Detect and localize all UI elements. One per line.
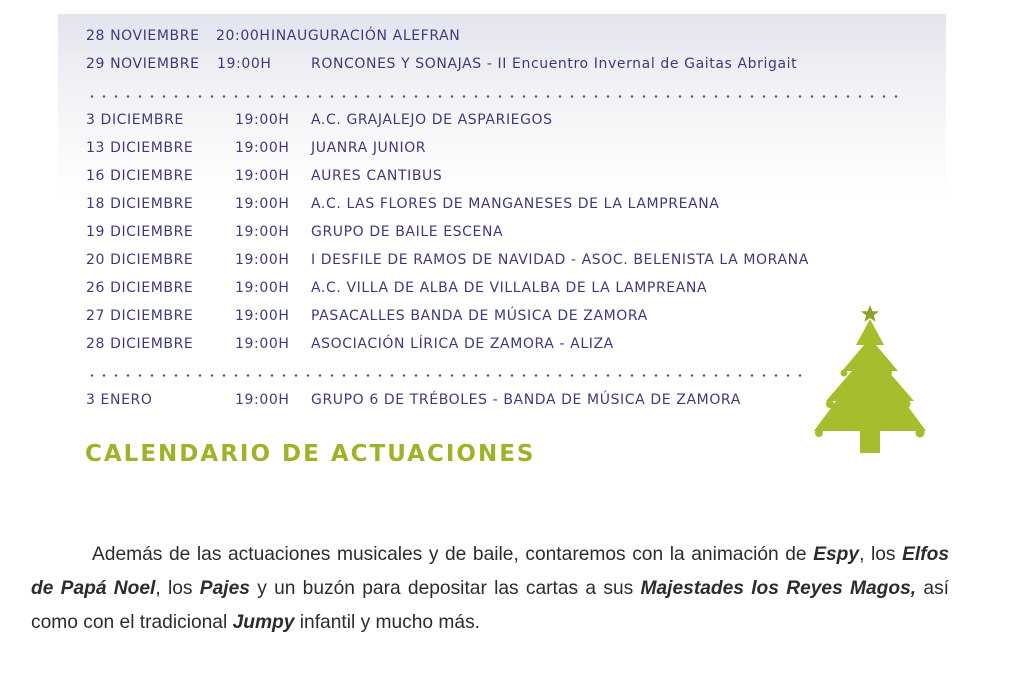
paragraph-text: infantil y mucho más. — [294, 612, 480, 634]
row-time: 19:00H — [235, 308, 290, 324]
highlight-elfos: Elfos de Papá Noel — [31, 544, 949, 600]
row-act: AURES CANTIBUS — [311, 168, 443, 184]
row-date: 27 DICIEMBRE — [86, 308, 194, 324]
paragraph-text: y un buzón para depositar las cartas a sus — [249, 578, 641, 600]
row-date: 18 DICIEMBRE — [86, 196, 194, 212]
section-title: CALENDARIO DE ACTUACIONES — [85, 441, 536, 467]
row-time: 19:00H — [217, 56, 272, 72]
dotted-divider — [86, 95, 902, 98]
row-act: ASOCIACIÓN LÍRICA DE ZAMORA - ALIZA — [311, 336, 614, 352]
row-act: GRUPO 6 DE TRÉBOLES - BANDA DE MÚSICA DE ZAMORA — [311, 392, 741, 408]
highlight-reyes-magos: Majestades los Reyes Magos, — [640, 578, 917, 600]
row-time: 19:00H — [235, 112, 290, 128]
christmas-tree-icon — [810, 303, 930, 465]
highlight-pajes: Pajes — [199, 578, 250, 600]
row-date: 19 DICIEMBRE — [86, 224, 194, 240]
row-date: 13 DICIEMBRE — [86, 140, 194, 156]
row-act: RONCONES Y SONAJAS - II Encuentro Invernal de Gaitas Abrigait — [311, 56, 798, 72]
row-time: 19:00H — [235, 280, 290, 296]
row-time: 19:00H — [235, 196, 290, 212]
paragraph-text: Además de las actuaciones musicales y de baile, contaremos con la animación de — [92, 544, 814, 566]
row-date: 29 NOVIEMBRE — [86, 56, 200, 72]
row-time: 19:00H — [235, 252, 290, 268]
row-date: 20 DICIEMBRE — [86, 252, 194, 268]
paragraph-text: , los — [859, 544, 903, 566]
row-act: A.C. GRAJALEJO DE ASPARIEGOS — [311, 112, 553, 128]
row-date: 28 DICIEMBRE — [86, 336, 194, 352]
row-date: 26 DICIEMBRE — [86, 280, 194, 296]
row-date: 16 DICIEMBRE — [86, 168, 194, 184]
row-act: GRUPO DE BAILE ESCENA — [311, 224, 504, 240]
row-date: 3 ENERO — [86, 392, 153, 408]
row-act: JUANRA JUNIOR — [311, 140, 427, 156]
row-date: 28 NOVIEMBRE — [86, 28, 200, 44]
highlight-espy: Espy — [813, 544, 860, 566]
row-time: 19:00H — [235, 140, 290, 156]
row-time: 20:00H — [216, 28, 271, 44]
row-time: 19:00H — [235, 168, 290, 184]
description-paragraph — [31, 538, 949, 640]
row-time: 19:00H — [235, 336, 290, 352]
row-act: INAUGURACIÓN ALEFRAN — [271, 28, 461, 44]
row-act: PASACALLES BANDA DE MÚSICA DE ZAMORA — [311, 308, 648, 324]
row-act: A.C. LAS FLORES DE MANGANESES DE LA LAMPREANA — [311, 196, 720, 212]
row-date: 3 DICIEMBRE — [86, 112, 184, 128]
highlight-jumpy: Jumpy — [232, 612, 295, 634]
dotted-divider — [86, 374, 806, 377]
row-time: 19:00H — [235, 224, 290, 240]
paragraph-text: así como con el tradicional — [31, 578, 949, 634]
row-act: A.C. VILLA DE ALBA DE VILLALBA DE LA LAMPREANA — [311, 280, 708, 296]
row-time: 19:00H — [235, 392, 290, 408]
paragraph-text: , los — [155, 578, 200, 600]
row-act: I DESFILE DE RAMOS DE NAVIDAD - ASOC. BELENISTA LA MORANA — [311, 252, 809, 268]
